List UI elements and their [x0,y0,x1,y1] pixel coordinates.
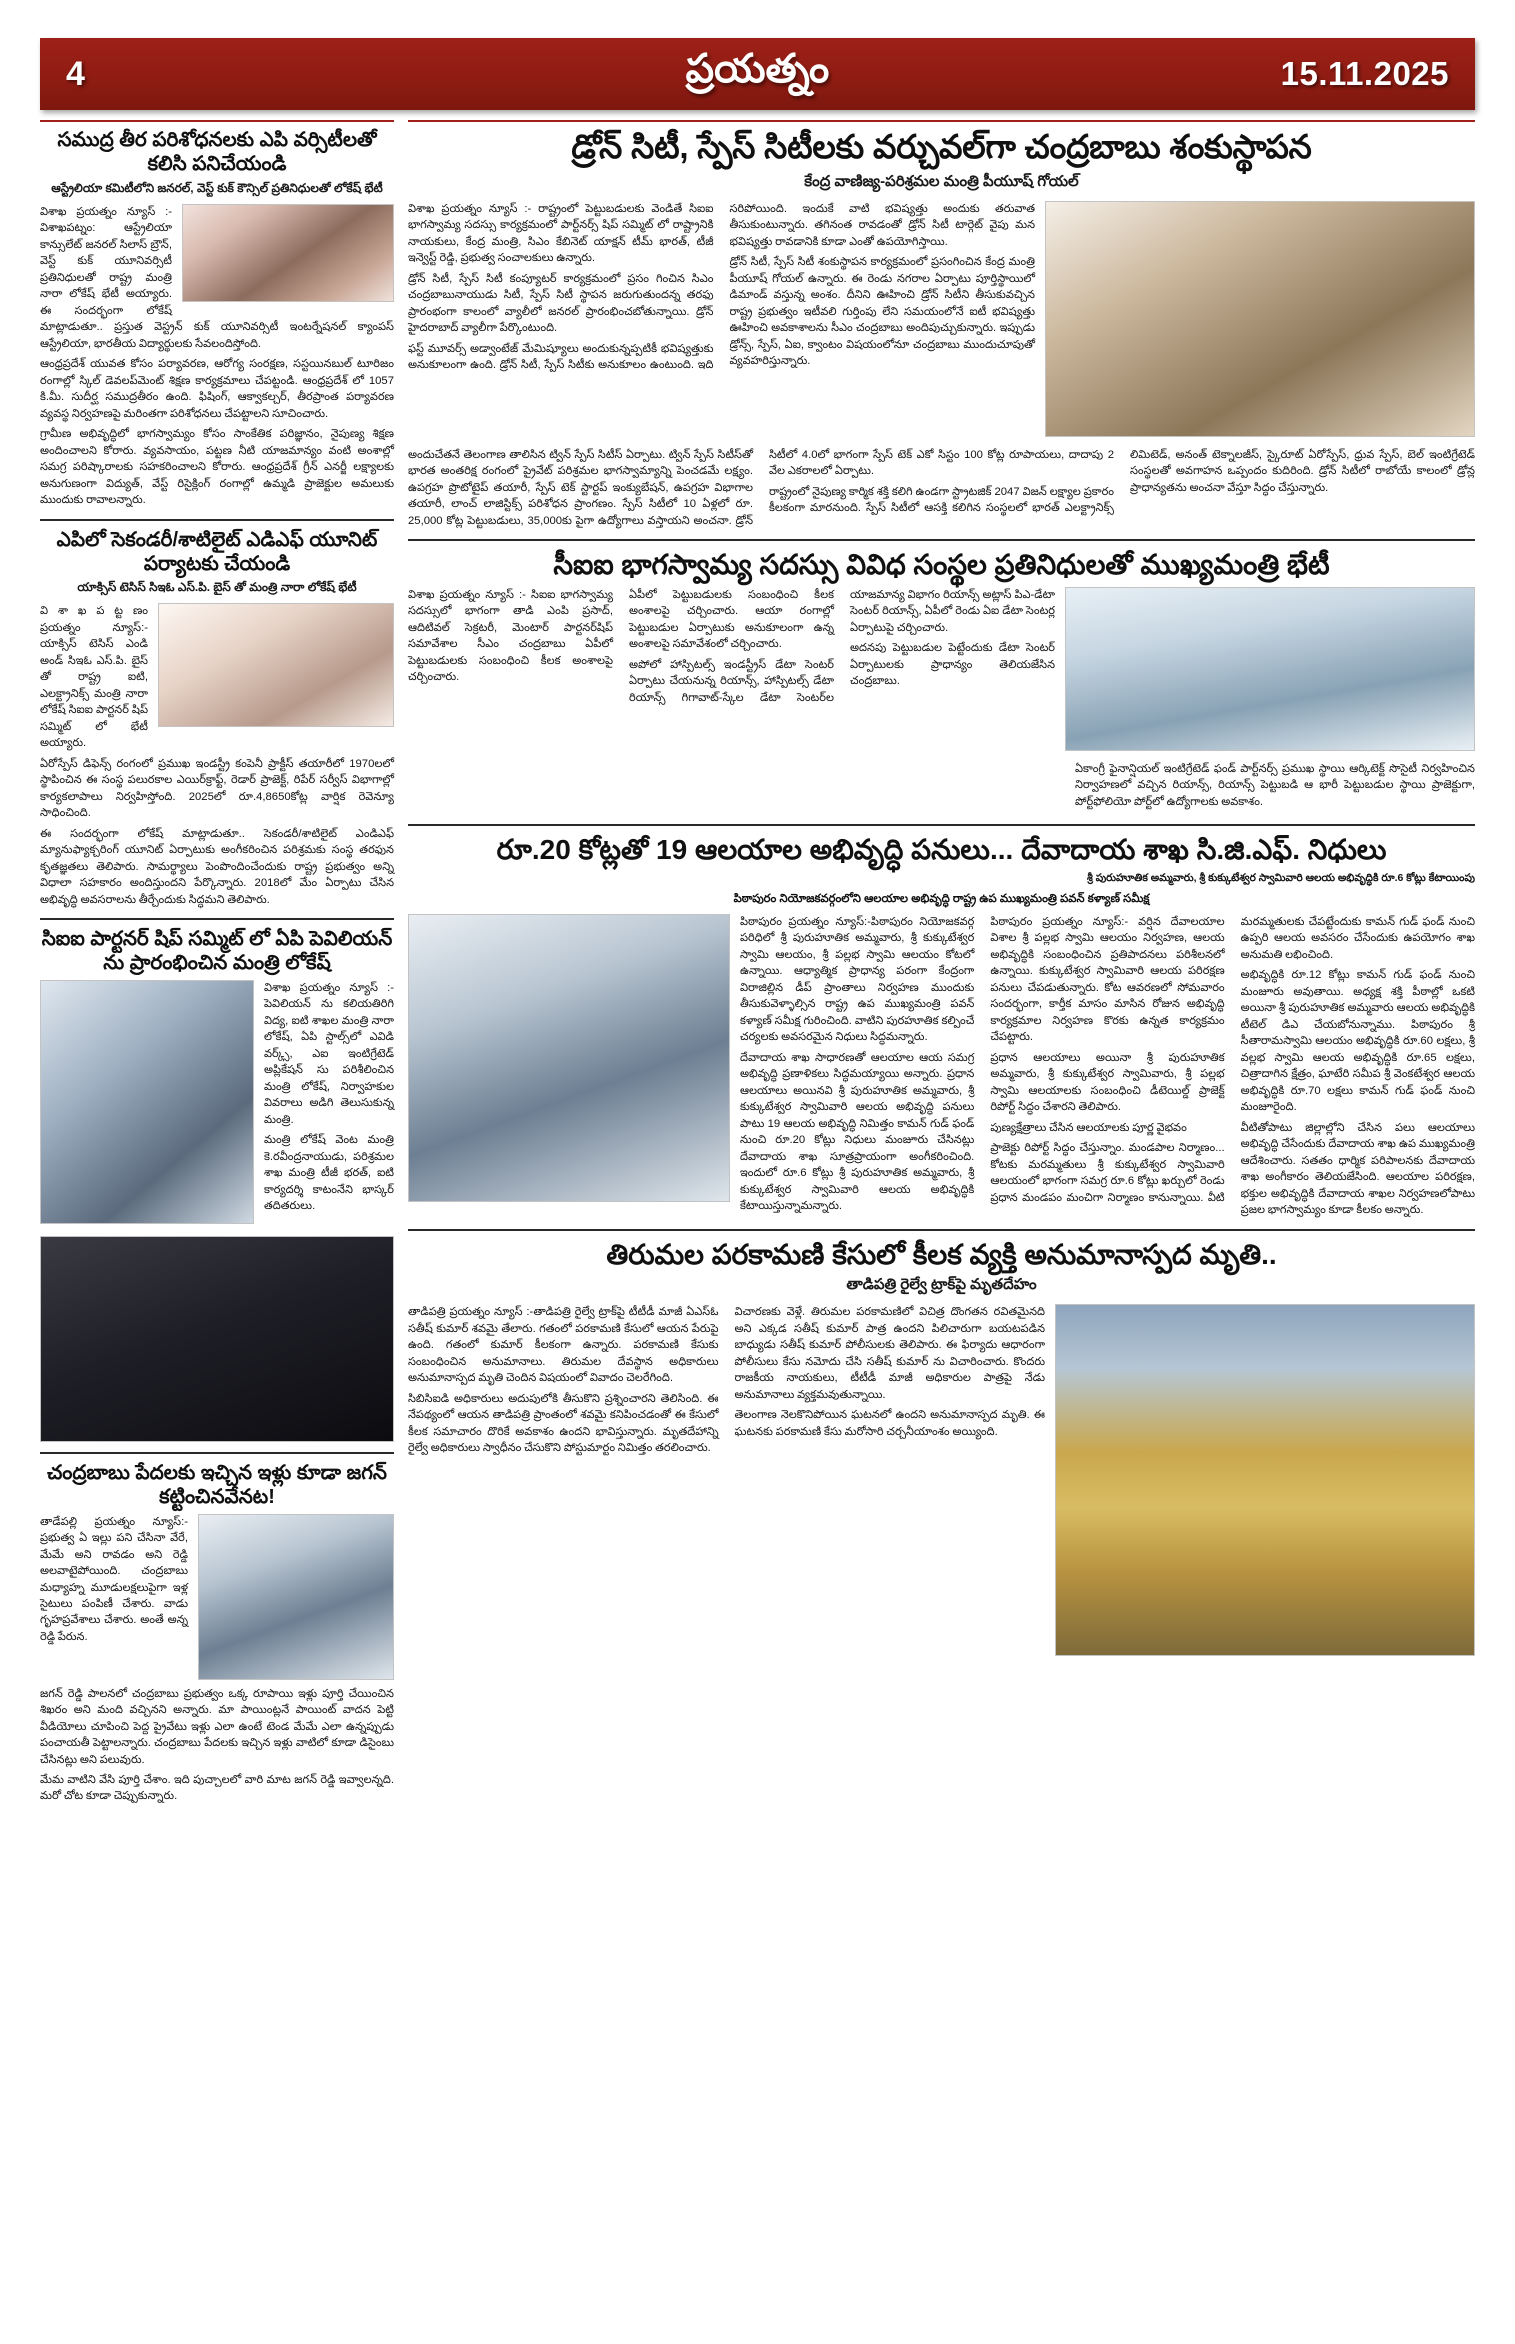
article-cii-summit [408,539,1475,814]
article-paragraph: ఏపీలో పెట్టుబడులకు సంబంధించి కీలక అంశాలపై చర్చించారు. ఆయా రంగాల్లో పెట్టుబడుల ఏర్పాటుకు అనుకూలంగా ఉన్న అంశాలపై సమావేశంలో చర్చించారు. [629,588,834,651]
divider-rule [40,519,394,521]
photo-lokesh-meeting-australia [182,204,394,302]
photo-cm-delegates-meeting [1065,587,1475,751]
divider-rule [408,1229,1475,1231]
article-adf-unit [40,519,394,909]
article-drone-space-city [408,120,1475,529]
left-column [40,120,394,1813]
article-temple-funds [408,824,1475,1218]
article-paragraph: డ్రోన్ సిటీ, స్పేస్ సిటీ కంప్యూటర్ కార్యక్రమంలో ప్రసం గించిన సిఎం చంద్రబాబునాయుడు సిటీ, స్పేస్ సిటీ స్థాపన జరుగుతుందన్న తరఫు ప్రారంభంగా కాలంలో వ్యాలీలో జనరల్ ప్రారంభించబోతున్నాయి. డ్రోన్ హైదరాబాద్ వ్యాలీగా పేర్కొంటుంది. [408,272,714,335]
headline-jagan-houses: చంద్రబాబు పేదలకు ఇచ్చిన ఇళ్లు కూడా జగన్ కట్టించినవేనట! [47,1461,387,1509]
article-text-columns [408,1304,1045,1456]
article-paragraph: ప్రాజెక్టు రిపోర్ట్ సిద్ధం చేస్తున్నాం. మండపాల నిర్మాణం... కోటకు మరమ్మతులు శ్రీ కుక్కుటేశ్వర స్వామివారి ఆలయంలో భాగంగా సమగ్ర రూ.6 కోట్లు ఖర్చులో రెండు ప్రధాన మండపం మంచిగా నిర్మాణం కానున్నాయి. వీటి మరమ్మతులకు చేపట్టేందుకు కామన్ గుడ్ ఫండ్ నుంచి ఉప్పరి ఆలయ అవసరం చేసేందుకు ఉపయోగం శాఖ అనుమతి లభించింది. [990,916,1475,1204]
article-ap-pavilion [40,918,394,1442]
divider-rule [40,1452,394,1454]
article-text-columns [408,587,1055,706]
divider-rule [408,120,1475,122]
masthead [40,38,1475,110]
article-paragraph: మేమ వాటిని వేసి పూర్తి చేశాం. ఇది పుచ్చాలలో వారి మాట జగన్ రెడ్డి ఇవ్వాలన్నది. మరో చోట కూడా చెప్పుకున్నారు. [40,1773,394,1803]
headline-tirumala-parakamani: తిరుమల పరకామణి కేసులో కీలక వ్యక్తి అనుమానాస్పద మృతి.. [606,1238,1277,1270]
photo-pavilion-walkthrough [40,1236,394,1442]
article-paragraph: ప్రధాన ఆలయాలు అయినా శ్రీ పురుహూతిక అమ్మవారు, శ్రీ కుక్కుటేశ్వర స్వామివారు, శ్రీ పల్లభ స్వామి ఆలయాలకు సంబంధించి డీటెయిల్డ్ ప్రాజెక్ట్ రిపోర్ట్ సిద్ధం చేశారని తెలిపారు. [990,1051,1225,1114]
article-paragraph: అపోలో హాస్పిటల్స్ ఇండస్ట్రీస్ డేటా సెంటర్ ఏర్పాటు చేయనున్న రియాన్స్, హాస్పిటల్స్ డేటా రియాన్స్ గిగావాట్-స్కేల డేటా సెంటర్‌ల యాజమాన్య విభాగం రియాన్స్ అట్లాస్ పిఎ-డేటా సెంటర్ రియాన్స్, ఏపీలో రెండు ఏఐ డేటా సెంటర్ల ఏర్పాటుపై చర్చించారు. [629,588,1055,704]
article-paragraph: అందుచేతనే తెలంగాణ తాలిసిన ట్విన్ స్పేస్ సిటీస్ ఏర్పాటు. ట్విన్ స్పేస్ సిటీస్‌తో భారత అంతరిక్ష రంగంలో ప్రైవేట్ పరిశ్రమల భాగస్వామ్యాన్ని పెంచడమే లక్ష్యం. ఉపగ్రహ ప్రొటోటైప్ తయారీ, స్పేస్ టెక్ స్టార్టప్ ఇంక్యుబేషన్, ఉపగ్రహ విభాగాల తయారీ, లాంచ్ లాజిస్టిక్స్ పరిశోధన ప్రాంగణం. స్పేస్ సిటీలో 10 ఏళ్లలో రూ. 25,000 కోట్ల పెట్టుబడులు, 35,000కు పైగా ఉద్యోగాలు వస్తాయని అంచనా. డ్రోన్ సిటీలో 4.0లో భాగంగా స్పేస్ టెక్ ఎకో సిస్టం 100 కోట్ల రూపాయలు, దాదాపు 2 వేల ఎకరాలలో ఏర్పాటు. [408,448,1114,527]
newspaper-page [0,38,1515,2344]
headline-ap-pavilion: సిఐఐ పార్టనర్ షిప్ సమ్మిట్ లో ఏపి పెవిలియన్ ను ప్రారంభించిన మంత్రి లోకేష్ [41,928,393,975]
divider-rule [40,918,394,920]
article-paragraph: రాష్ట్రంలో నైపుణ్య కార్మిక శక్తి కలిగి ఉండగా స్ట్రాటజిక్ 2047 విజన్ లక్ష్యాల ప్రకారం కీలకంగా మారనుంది. స్పేస్ సిటీలో ఆసక్తి కలిగిన సంస్థలలో భారత్ ఎలక్ట్రానిక్స్ లిమిటెడ్, అనంత్ టెక్నాలజీస్, స్కైరూట్ ఏరోస్పేస్, ధ్రువ స్పేస్, బెల్ ఇంటిగ్రేటెడ్ సంస్థలతో అవగాహన ఒప్పందం కుదిరింది. డ్రోన్ సిటీలో రాబోయే కాలంలో డ్రోన్ల ప్రాధాన్యతను అంచనా వేస్తూ సిద్ధం చేస్తున్నారు. [769,448,1475,515]
article-paragraph: పిఠాపురం ప్రయత్నం న్యూస్:-పిఠాపురం నియోజకవర్గ పరిధిలో శ్రీ పురుహూతిక అమ్మవారు, శ్రీ కుక్కుటేశ్వర స్వామి ఆలయం, శ్రీ పల్లభ స్వామి ఆలయం కోటలో ఉన్నాయి. ఆధ్యాత్మిక ప్రాధాన్య పరంగా కేంద్రంగా విరాజిల్లిన డీప్ ప్రాంతాలు నిర్వహణ ముందుకు తీసుకువెళ్ళాల్సిన రాష్ట్ర ఉప ముఖ్యమంత్రి పవన్ కళ్యాణ్ సమీక్ష గురించింది. వాటిని పురహూతిక కల్పించే చర్యలకు అవసరమైన నిధులు సిద్ధమన్నారు. [740,916,975,1044]
photo-lokesh-axis-tesis [158,603,394,727]
article-tirumala-parakamani [408,1229,1475,1663]
article-paragraph: తాడేపల్లి ప్రయత్నం న్యూస్:- ప్రభుత్వ ఏ ఇల్లు పని చేసినా వేరే, మేమే అని రావడం అని రెడ్డి అలవాటైపోయింది. చంద్రబాబు మధ్యాహ్న మూడులక్షలుపైగా ఇళ్ల సైటులు పంపిణీ చేశారు. వాడు గృహప్రవేశాలు చేశారు. అంతే అన్న రెడ్డి పేరున. [40,1515,188,1643]
article-paragraph: ఈ సందర్భంగా లోకేష్ మాట్లాడుతూ.. సెకండరీ/శాటిలైట్ ఎండిఎఫ్ మ్యానుఫ్యాక్చరింగ్ యూనిట్ ఏర్పాటుకు అంగీకరించిన పరిశ్రమకు సంస్థ తరఫున కృతజ్ఞతలు తెలిపారు. సామర్థ్యాలు పెంపొందించేందుకు రాష్ట్ర ప్రభుత్వం అన్ని విధాలా సహకారం అందిస్తుందని పేర్కొన్నారు. 2018లో మేం ఏర్పాటు చేసిన అభివృద్ధి అవసరాలను తీర్చేందుకు సిద్ధమని తెలిపారు. [40,827,394,906]
article-paragraph: అదనపు పెట్టుబడుల పెట్టేందుకు డేటా సెంటర్ ఏర్పాటులకు ప్రాధాన్యం తెలియజేసిన చంద్రబాబు. [850,642,1055,688]
article-paragraph: విశాఖ ప్రయత్నం న్యూస్ :- పెవిలియన్ ను కలియతిరిగి విద్య, ఐటి శాఖల మంత్రి నారా లోకేష్, ఏపి స్టాల్స్‌లో ఎవిడి వర్క్స్, ఎఐ ఇంటిగ్రేటెడ్ అప్లికేషన్ సు పరిశీలించిన మంత్రి లోకేష్, నిర్వాహకుల వివరాలు అడిగి తెలుసుకున్న మంత్రి. [264,981,394,1126]
article-jagan-houses [40,1452,394,1805]
headline-coastal-research: సముద్ర తీర పరిశోధనలకు ఎపి వర్సిటీలతో కలిసి పనిచేయండి [57,129,377,176]
article-paragraph: గ్రామీణ అభివృద్ధిలో భాగస్వామ్యం కోసం సాంకేతిక పరిజ్ఞానం, నైపుణ్య శిక్షణ అందించాలని కోరారు. వ్యవసాయం, పట్టణ నీటి యాజమాన్యం వంటి అంశాల్లో సమగ్ర పరిష్కారాలకు సహకరించాలని కోరారు. ఆంధ్రప్రదేశ్ గ్రీన్ ఎనర్జీ లక్ష్యాలకు అనుగుణంగా విద్యుత్, వేస్ట్ రిసైక్లింగ్ రంగాల్లో ఉమ్మడి ప్రాజెక్టుల అమలుకు ముందుకు రావాలన్నారు. [40,428,394,507]
headline-cii-summit: సీఐఐ భాగస్వామ్య సదస్సు వివిధ సంస్థల ప్రతినిధులతో ముఖ్యమంత్రి భేటీ [553,549,1330,581]
kicker-tirumala-railway: తాడిపత్రి రైల్వే ట్రాక్‌పై మృతదేహం [846,1276,1037,1294]
article-paragraph: అభివృద్ధికి రూ.12 కోట్లు కామన్ గుడ్ ఫండ్ నుంచి మంజూరు అవుతాయి. అధ్యక్ష శక్తి పీఠాల్లో ఒకటి అయినా శ్రీ పురుహూతిక అమ్మవారు ఆలయ అభివృద్ధికి టీటెల్ డిఎ చేయబోనున్నాము. పిఠాపురం శ్రీ సీతారామస్వామి ఆలయం అభివృద్ధికి రూ.60 లక్షలు, శ్రీ వల్లభ స్వామి ఆలయ అభివృద్ధికి రూ.65 లక్షలు, చిత్రాదాగిన క్షేత్రం, ఘాటేరి సమీప శ్రీ వెంకటేశ్వర ఆలయ అభివృద్ధికి రూ.70 లక్షలు కామన్ గుడ్ ఫండ్ నుంచి మంజూరైంది. [1240,969,1475,1114]
kicker-temple-allocation: శ్రీ పురుహూతిక అమ్మవారు, శ్రీ కుక్కుటేశ్వర స్వామివారి ఆలయ అభివృద్ధికి రూ.6 కోట్లు కేటాయింపు [1087,872,1475,884]
article-paragraph: దేవాదాయ శాఖ సాధారణతో ఆలయాల ఆయ సమగ్ర అభివృద్ధి ప్రణాళికలు సిద్ధమయ్యాయి అన్నారు. ప్రధాన ఆలయాలు అయినవి శ్రీ పురుహూతిక అమ్మవారు, శ్రీ కుక్కుటేశ్వర స్వామివారి ఆలయ అభివృద్ధి పనులు పాటు 19 ఆలయ అభివృద్ధి నిమిత్తం కామన్ గుడ్ ఫండ్ నుంచి రూ.20 కోట్లు నిధులు మంజూరు చేసినట్లు దేవాదాయ శాఖ సూత్రప్రాయంగా అంగీకరించింది. ఇందులో రూ.6 కోట్లు శ్రీ పురుహూతిక అమ్మవారు, శ్రీ కుక్కుటేశ్వర స్వామివారి ఆలయ అభివృద్ధికి కేటాయిస్తున్నామన్నారు. [740,1051,975,1213]
article-paragraph: వీటితోపాటు జిల్లాల్లోని చేసిన పలు ఆలయాలు అభివృద్ధి చేసేందుకు దేవాదాయ శాఖ ఉప ముఖ్యమంత్రి ఆదేశించారు. సతతం ధార్మిక పరిపాలనకు దేవాదాయ శాఖ అంగీకారం తెలియజేసింది. ఆలయాల పరిరక్షణ, భక్తుల అభివృద్ధికి దేవాదాయ శాఖల నిర్వహణలోపాటు ప్రజల భాగస్వామ్యం కూడా కీలకం అన్నారు. [1240,1121,1475,1217]
article-paragraph: జగన్ రెడ్డి పాలనలో చంద్రబాబు ప్రభుత్వం ఒక్క రూపాయి ఇళ్లు పూర్తి చేయించిన శిఖరం అని మంది వచ్చినని అన్నారు. మా పాయింట్లనే పాయింట్ వాదన పెట్టి వీడియోలు చూపించి పెద్ద ప్రైవేటు ఇళ్లు ఎలా ఉంటే టెండ మేమే ఎలా ఉన్నప్పుడు పంచాయతీ పెట్టాలన్నారు. చంద్రబాబు పేదలకు ఇచ్చిన ఇళ్లు వాటిలో కూడా డిసైంబు చేసినట్లు అని పలువురు. [40,1687,394,1766]
article-paragraph: ఏరోస్పేస్ డిఫెన్స్ రంగంలో ప్రముఖ ఇండస్ట్రీ కంపెనీ ప్రాక్టీస్ తయారీలో 1970లలో స్థాపించిన ఈ సంస్థ పలురకాల ఎయిర్‌క్రాఫ్ట్, రెడార్ ప్రాజెక్ట్, రిపేర్ సర్వీస్ విభాగాల్లో కార్యకలాపాలు నిర్వహిస్తోంది. 2025లో రూ.4,8650కోట్ల వార్షిక రెవెన్యూ సాధించింది. [40,757,394,820]
article-text-columns-lower [408,447,1475,529]
article-paragraph: ఫస్ట్ మూవర్స్ అడ్వాంటేజ్ మేమిష్యూలు అందుకున్నప్పటికీ భవిష్యత్తుకు అనుకూలంగా ఉంది. డ్రోన్ సిటీ, స్పేస్ సిటీకు అనుకూలం ఉంటుంది. ఇది సరిపోయింది. ఇందుకే వాటి భవిష్యత్తు అందుకు తరువాత తీసుకుంటున్నారు. తగినంత రావడంతో డ్రోన్ సిటీ టార్గెట్ వైపు మన భవిష్యత్తు రావడానికి కూడా ఎంతో ఉపయోగిస్తాయి. [408,202,1035,372]
right-column [408,120,1475,1813]
headline-drone-space-city: డ్రోన్ సిటీ, స్పేస్ సిటీలకు వర్చువల్‌గా చంద్రబాబు శంకుస్థాపన [571,128,1312,165]
article-paragraph: మంత్రి లోకేష్ వెంట మంత్రి కె.రవీంద్రనాయుడు, పరిశ్రమల శాఖ మంత్రి టీజీ భరత్, ఐటి కార్యదర్శి కాటంనేని భాస్కర్ తదితరులు. [264,1134,394,1213]
subkicker-pawan-review: పిఠాపురం నియోజకవర్గంలోని ఆలయాల అభివృద్ధి రాష్ట్ర ఉప ముఖ్యమంత్రి పవన్ కళ్యాణ్ సమీక్ష [733,893,1150,905]
article-paragraph: ఆంధ్రప్రదేశ్ యువత కోసం పర్యావరణ, ఆరోగ్య సంరక్షణ, సస్టయినబుల్ టూరిజం రంగాల్లో స్కిల్ డెవలప్‌మెంట్ శిక్షణ కార్యక్రమాలు చేపట్టండి. ఆంధ్రప్రదేశ్ లో 1057 కి.మీ. సుదీర్ఘ సముద్రతీరం ఉంది. ఫిషింగ్, ఆక్వాకల్చర్, తీరప్రాంత పర్యావరణ వ్యవస్థ నిర్వహణపై మరింతగా పరిశోధనలు చేపట్టాలని సూచించారు. [40,358,394,420]
kicker-adf-unit: యాక్సిస్ టెసిస్ సిఇఓ ఎస్.పి. బైస్ తో మంత్రి నారా లోకేష్ భేటీ [77,580,357,595]
article-text-columns [408,201,1035,374]
page-number: 4 [66,54,86,93]
article-paragraph: విచారణకు వెళ్లే. తిరుమల పరకామణిలో విచిత్ర దొంగతన రవితమైనది అని ఎక్కడ సతీష్ కుమార్ పాత్ర ఉందని పిలిచారుగా బయటపడిన బాధ్యుడు సతీష్ కుమార్ పోలీసులకు తెలిపారు. ఈ ఫిర్యాదు ఆధారంగా పోలీసులు కేసు నమోదు చేసి సతీష్ కుమార్ ను విచారించారు. కొందరు రాజకీయ నాయకులు, టీటీడీ మాజీ అధికారుల పాత్రపై నేడు అనుమానాలు వ్యక్తమవుతున్నాయి. [734,1306,1045,1401]
photo-jagan-speaking [198,1514,394,1680]
article-paragraph: విశాఖ ప్రయత్నం న్యూస్ :- సిఐఐ భాగస్వామ్య సదస్సులో భాగంగా తాడి ఎంపి ప్రసాద్, ఆదిటివల్ సెక్రటరీ, మెంటార్ పార్టనర్‌షిప్ సమావేశాల సీఎం చంద్రబాబు ఏపీలో పెట్టుబడులకు సంబంధించి కీలక అంశాలపై చర్చించారు. [408,588,613,684]
article-text-columns [740,914,1475,1219]
photo-pawan-kalyan [408,914,730,1202]
headline-temple-funds: రూ.20 కోట్లతో 19 ఆలయాల అభివృద్ధి పనులు... దేవాదాయ శాఖ సి.జి.ఎఫ్. నిధులు [496,834,1387,866]
article-paragraph: తాడిపత్రి ప్రయత్నం న్యూస్ :-తాడిపత్రి రైల్వే ట్రాక్‌పై టీటీడీ మాజీ ఏఎస్ఓ సతీష్ కుమార్ శవమై తేలారు. గతంలో పరకామణి కేసులో ఆయన పేరుపై ఉంది. గతంలో కుమార్ కీలకంగా ఉన్నారు. పరకామణి కేసుకు సంబంధించిన అనుమానాలు. తిరుమల దేవస్థాన అధికారులు అనుమానాస్పద మృతి చెందిన విషయంలో వివాదం చెలరేగింది. [408,1306,719,1385]
headline-adf-unit: ఎపిలో సెకండరీ/శాటిలైట్ ఎడిఎఫ్ యూనిట్ పర్యాటకు చేయండి [56,528,378,575]
article-coastal-research [40,120,394,509]
divider-rule [408,824,1475,826]
article-sidenote: ఏకాంగ్రీ ఫైనాన్షియల్ ఇంటిగ్రేటెడ్ ఫండ్ పార్ట్‌నర్స్ ప్రముఖ స్థాయి ఆర్కిటెక్ట్ సొసైటీ నిర్వహించిన నిర్వాహణలో వచ్చిన రియాన్స్, రియాన్స్ పెట్టుబడి ఆ భారీ పెట్టుబడుల స్థాయి ప్రాజెక్టుగా, పోర్ట్‌ఫోలియో పోర్ట్‌లో ఉద్యోగాలకు అవకాశం. [1075,762,1475,808]
article-paragraph: పిఠాపురం ప్రయత్నం న్యూస్:- వర్షిన దేవాలయాల విశాల శ్రీ పల్లభ స్వామి ఆలయం నిర్వహణ, ఆలయ అభివృద్ధికి సంబంధించిన ప్రతిపాదనలు పరిశీలనలో ఉన్నాయి. కుక్కుటేశ్వర స్వామివారి ఆలయ పరిరక్షణ పనులు చేపడుతున్నారు. కోట ఆవరణలో సోమవారం సందర్భంగా, కార్తీక మాసం మాసిన రోజున అభివృద్ధి కార్యక్రమాల నిర్వహణ కొరకు ఉన్నత కార్యక్రమం చేపట్టారు. [990,916,1225,1044]
article-paragraph: తెలంగాణ నెలకొనిపోయిన ఘటనలో ఉందని అనుమానాస్పద మృతి. ఈ ఘటనకు పరకామణి కేసు మరోసారి చర్చనీయాంశం అయ్యింది. [734,1409,1045,1438]
photo-ap-pavilion [40,980,254,1224]
page-body-grid [28,120,1487,1813]
photo-cm-ministers-group [1045,201,1475,437]
kicker-drone-space-city: కేంద్ర వాణిజ్య-పరిశ్రమల మంత్రి పీయూష్ గోయల్ [804,172,1079,190]
publication-date: 15.11.2025 [1280,55,1449,92]
publication-title: ప్రయత్నం [685,46,830,91]
divider-rule [40,120,394,122]
photo-tirumala-temple [1055,1304,1475,1656]
divider-rule [408,539,1475,541]
article-paragraph: డ్రోన్ సిటీ, స్పేస్ సిటీ శంకుస్థాపన కార్యక్రమంలో ప్రసంగించిన కేంద్ర మంత్రి పీయూష్ గోయల్ ఉన్నారు. ఈ రెండు నగరాల ఏర్పాటు పూర్తిస్థాయిలో డిమాండ్ వస్తున్న అంశం. దీనిని ఊహించి డ్రోన్ సిటీని తీసుకువచ్చిన రాష్ట్ర ప్రభుత్వం ఇటీవలి గుర్తింపు లేని సమయంలోనే ఐటీ భవిష్యత్తు ఊహించి అవకాశాలను సీఎం చంద్రబాబు అందిపుచ్చుకున్నారు. ఇప్పుడు డ్రోన్స్, స్పేస్, ఏఐ, క్వాంటం విషయంలోనూ చంద్రబాబు ముందుచూపుతో వ్యవహరిస్తున్నారు. [729,256,1035,368]
article-paragraph: వి శా ఖ ప ట్ట ణం ప్రయత్నం న్యూస్:- యాక్సిస్ టెసిస్ ఎండి అండ్ సిఇఓ ఎస్.పి. బైస్ తో రాష్ట్ర ఐటి, ఎలక్ట్రానిక్స్ మంత్రి నారా లోకేష్ సిఐఐ పార్టనర్ షిప్ సమ్మిట్ లో భేటీ అయ్యారు. [40,605,148,750]
subkicker-temple-glory: పుణ్యక్షేత్రాలు చేసిన ఆలయాలకు పూర్ణ వైభవం [990,1121,1187,1134]
article-paragraph: విశాఖ ప్రయత్నం న్యూస్ :-విశాఖపట్నం: ఆస్ట్రేలియా కాన్సులేట్ జనరల్ సిలాస్ బ్రౌన్, వెస్ట్ కుక్ యూనివర్సిటీ ప్రతినిధులతో రాష్ట్ర మంత్రి నారా లోకేష్ భేటీ అయ్యారు. ఈ సందర్భంగా లోకేష్ మాట్లాడుతూ.. ప్రస్తుత వెస్ట్రన్ కుక్ యూనివర్సిటీ ఇంటర్నేషనల్ క్యాంపస్ ఆస్ట్రేలియా, భారతీయ విద్యార్థులకు సేవలందిస్తోంది. [40,205,394,350]
article-paragraph: విశాఖ ప్రయత్నం న్యూస్ :- రాష్ట్రంలో పెట్టుబడులకు వెండితే సిఐఐ భాగస్వామ్య సదస్సు కార్యక్రమంలో పార్ట్‌నర్స్ షిప్ సమ్మిట్ లో రాష్ట్రానికి నాయకులు, కేంద్ర మంత్రి, సిఎం కేబినెట్ యాక్షన్ టీమ్ భారత్, టీజీ ఇన్వెస్ట్ రెడ్డి, ప్రభుత్వ సంచాలకులు ఉన్నారు. [408,202,714,265]
article-paragraph: సిబిసిఐడి అధికారులు అదుపులోకి తీసుకొని ప్రశ్నించారని తెలిసింది. ఈ నేపథ్యంలో ఆయన తాడిపత్రి ప్రాంతంలో శవమై కనిపించడంతో ఈ కేసులో కీలక సమాచారం దొరికే అవకాశం ఉందని భావిస్తున్నారు. మృతదేహాన్ని రైల్వే అధికారులు స్వాధీనం చేసుకొని పోస్టుమార్టం నిమిత్తం తరలించారు. [408,1392,719,1455]
kicker-coastal-research: ఆస్ట్రేలియా కమిటీలోని జనరల్, వెస్ట్ కుక్ కౌన్సిల్ ప్రతినిధులతో లోకేష్ భేటీ [51,180,383,195]
